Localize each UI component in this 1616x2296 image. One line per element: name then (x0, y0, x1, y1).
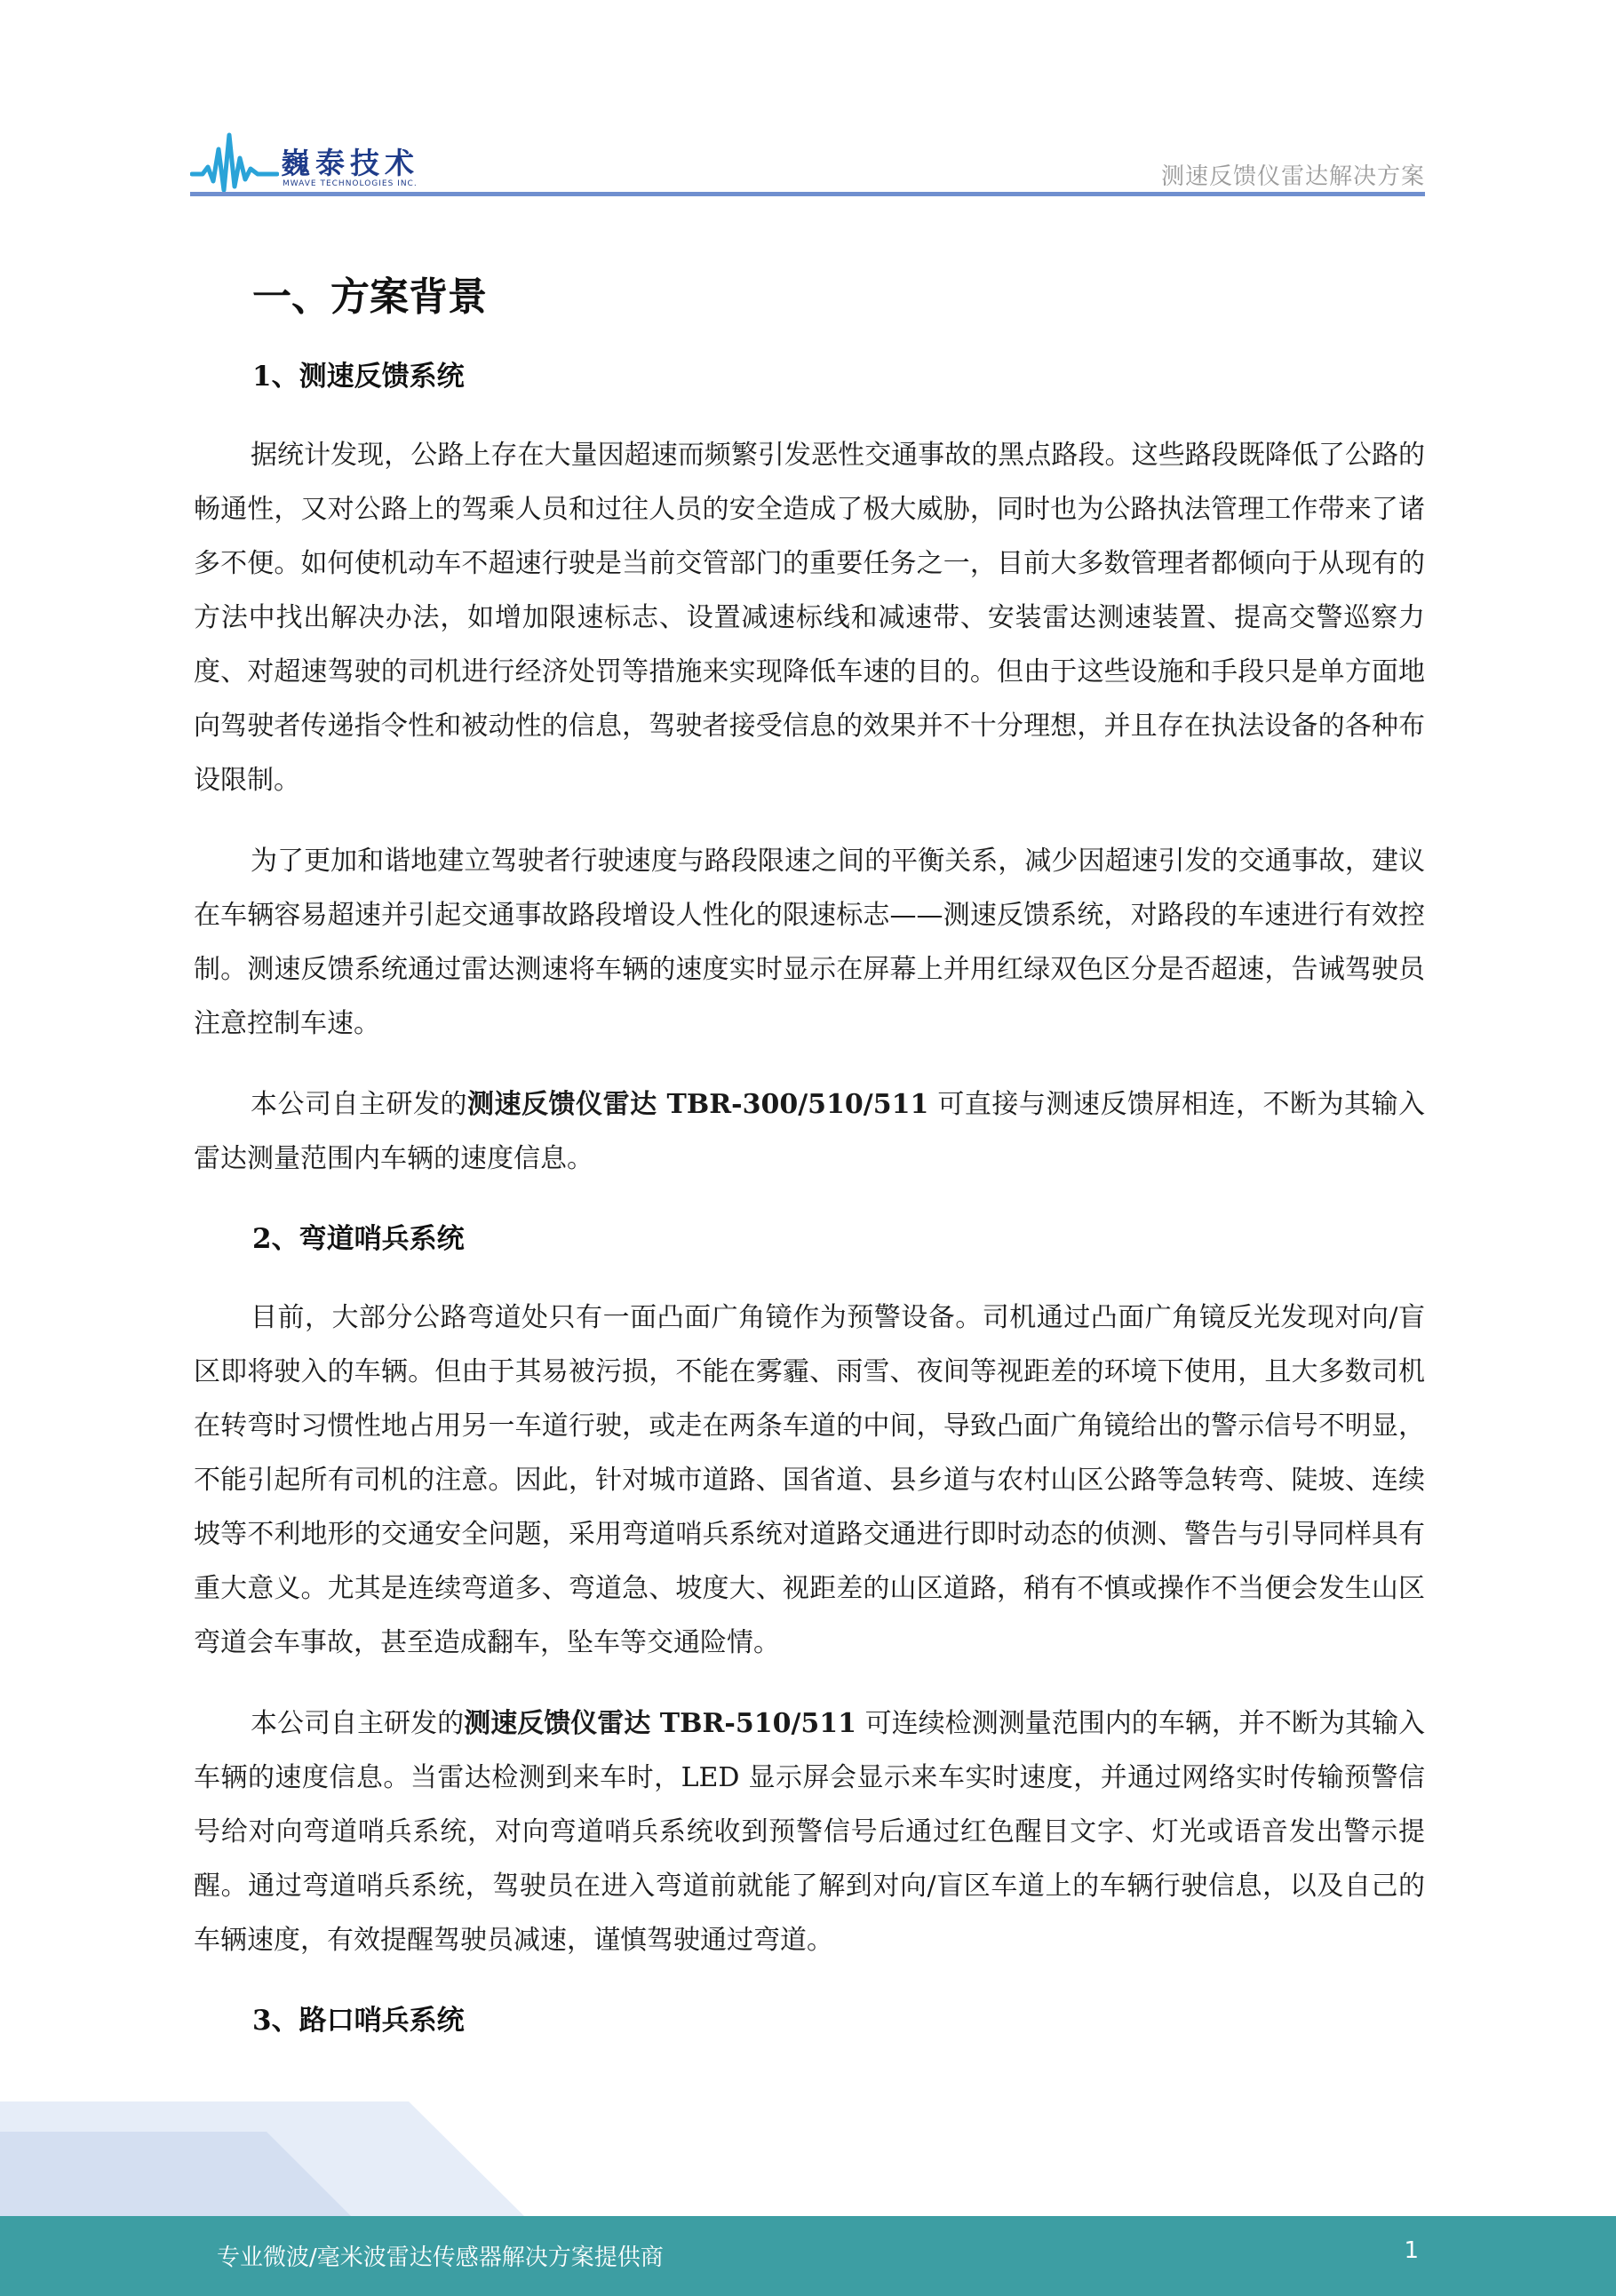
header-divider (190, 192, 1425, 196)
product-name: 测速反馈仪雷达 TBR-300/510/511 (467, 1089, 929, 1120)
logo-english-name: MWAVE TECHNOLOGIES INC. (283, 179, 418, 188)
section-title: 一、方案背景 (252, 274, 487, 320)
subsection-title-1: 1、测速反馈系统 (252, 361, 465, 393)
paragraph-text: 本公司自主研发的 (251, 1089, 468, 1120)
paragraph: 据统计发现，公路上存在大量因超速而频繁引发恶性交通事故的黑点路段。这些路段既降低了公路的畅通性，又对公路上的驾乘人员和过往人员的安全造成了极大威胁，同时也为公路执法管理工作带来了诸多不便。如何使机动车不超速行驶是当前交管部门的重要任务之一，目前大多数管理者都倾向于从现有的方法中找出解决办法，如增加限速标志、设置减速标线和减速带、安装雷达测速装置、提高交警巡察力度、对超速驾驶的司机进行经济处罚等措施来实现降低车速的目的。但由于这些设施和手段只是单方面地向驾驶者传递指令性和被动性的信息，驾驶者接受信息的效果并不十分理想，并且存在执法设备的各种布设限制。 (194, 440, 1425, 796)
waveform-logo-icon (190, 128, 279, 197)
product-name: 测速反馈仪雷达 TBR-510/511 (464, 1708, 857, 1739)
paragraph-text: 本公司自主研发的 (251, 1708, 465, 1739)
page-header (190, 98, 1425, 204)
page-body (194, 266, 1425, 2047)
subsection-title-2: 2、弯道哨兵系统 (252, 1223, 465, 1255)
paragraph: 为了更加和谐地建立驾驶者行驶速度与路段限速之间的平衡关系，减少因超速引发的交通事故，建议在车辆容易超速并引起交通事故路段增设人性化的限速标志——测速反馈系统，对路段的车速进行有效控制。测速反馈系统通过雷达测速将车辆的速度实时显示在屏幕上并用红绿双色区分是否超速，告诫驾驶员注意控制车速。 (194, 846, 1425, 1039)
footer-decoration (0, 2096, 1616, 2216)
paragraph-text: 可直接与测速反馈屏相连，不断为其输入雷达测量范围内车辆的速度信息。 (194, 1089, 1425, 1174)
footer-slogan: 专业微波/毫米波雷达传感器解决方案提供商 (217, 2244, 664, 2271)
paragraph (194, 1077, 1425, 1186)
paragraph: 目前，大部分公路弯道处只有一面凸面广角镜作为预警设备。司机通过凸面广角镜反光发现对向/盲区即将驶入的车辆。但由于其易被污损，不能在雾霾、雨雪、夜间等视距差的环境下使用，且大多数司机在转弯时习惯性地占用另一车道行驶，或走在两条车道的中间，导致凸面广角镜给出的警示信号不明显，不能引起所有司机的注意。因此，针对城市道路、国省道、县乡道与农村山区公路等急转弯、陡坡、连续坡等不利地形的交通安全问题，采用弯道哨兵系统对道路交通进行即时动态的侦测、警告与引导同样具有重大意义。尤其是连续弯道多、弯道急、坡度大、视距差的山区道路，稍有不慎或操作不当便会发生山区弯道会车事故，甚至造成翻车，坠车等交通险情。 (194, 1302, 1425, 1658)
paragraph (194, 1696, 1425, 1967)
subsection-title-3: 3、路口哨兵系统 (252, 2005, 465, 2037)
logo-chinese-name: 巍泰技术 (281, 146, 419, 180)
company-logo (190, 117, 457, 197)
page-footer (0, 2216, 1616, 2296)
document-title: 测速反馈仪雷达解决方案 (1160, 163, 1425, 190)
paragraph-text: 可连续检测测量范围内的车辆，并不断为其输入车辆的速度信息。当雷达检测到来车时，LED 显示屏会显示来车实时速度，并通过网络实时传输预警信号给对向弯道哨兵系统，对向弯道哨兵系统收到预警信号后通过红色醒目文字、灯光或语音发出警示提醒。通过弯道哨兵系统，驾驶员在进入弯道前就能了解到对向/盲区车道上的车辆行驶信息，以及自己的车辆速度，有效提醒驾驶员减速，谨慎驾驶通过弯道。 (194, 1708, 1426, 1956)
page-number: 1 (1404, 2237, 1419, 2264)
